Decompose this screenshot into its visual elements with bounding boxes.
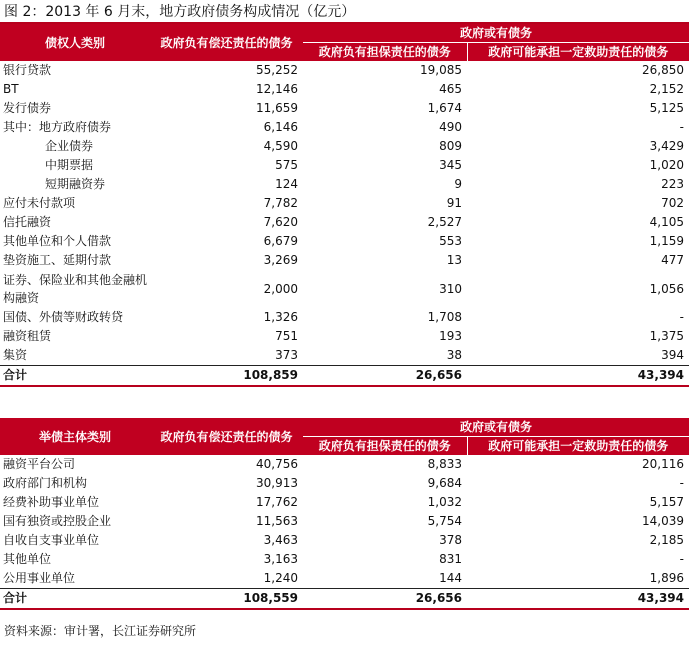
guarantee-value: 1,032	[427, 495, 462, 509]
table-row	[0, 99, 689, 118]
guarantee-value: 9	[454, 177, 462, 191]
direct-value: 3,269	[263, 253, 298, 267]
table-row	[0, 569, 689, 589]
table-row	[0, 474, 689, 493]
direct-value: 40,756	[256, 457, 298, 471]
row-label: 应付未付款项	[3, 196, 76, 210]
direct-value: 12,146	[256, 82, 298, 96]
table-row	[0, 137, 689, 156]
rescue-value: -	[679, 310, 685, 324]
table-row	[0, 118, 689, 137]
rescue-value: 1,056	[649, 281, 685, 296]
guarantee-value: 1,708	[427, 310, 462, 324]
table-row	[0, 61, 689, 80]
rescue-value: 5,157	[649, 495, 685, 509]
direct-value: 124	[275, 177, 298, 191]
guarantee-value: 38	[446, 348, 462, 362]
rescue-value: 4,105	[649, 215, 685, 229]
rescue-value: 702	[661, 196, 685, 210]
guarantee-value: 465	[439, 82, 462, 96]
guarantee-value: 91	[446, 196, 462, 210]
table-row	[0, 308, 689, 327]
rescue-value: 1,375	[649, 329, 685, 343]
rescue-debt-header: 政府可能承担一定救助责任的债务	[467, 43, 689, 62]
guarantee-debt-header: 政府负有担保责任的债务	[303, 437, 467, 456]
total-row	[0, 366, 689, 387]
row-label: 国有独资或控股企业	[3, 514, 112, 528]
guarantee-value: 13	[446, 253, 462, 267]
direct-debt-header: 政府负有偿还责任的债务	[150, 24, 303, 61]
table-row	[0, 80, 689, 99]
direct-value: 751	[275, 329, 298, 343]
row-label: 政府部门和机构	[3, 476, 88, 490]
figure-title: 图 2：2013 年 6 月末，地方政府债务构成情况（亿元）	[4, 4, 356, 20]
row-label: 其他单位和个人借款	[3, 234, 112, 248]
direct-value: 3,163	[263, 552, 298, 566]
row-label: 融资租赁	[3, 329, 52, 343]
table-row	[0, 175, 689, 194]
direct-value: 6,146	[263, 120, 298, 134]
table-row	[0, 232, 689, 251]
rescue-value: -	[679, 552, 685, 566]
borrower-type-header: 举债主体类别	[0, 418, 150, 455]
row-label: 其他单位	[3, 552, 52, 566]
table-row	[0, 194, 689, 213]
direct-value: 7,782	[263, 196, 298, 210]
table-row	[0, 531, 689, 550]
row-label: 信托融资	[3, 215, 52, 229]
rescue-debt-header: 政府可能承担一定救助责任的债务	[467, 437, 689, 456]
table-row	[0, 346, 689, 366]
row-label: 公用事业单位	[3, 571, 76, 585]
guarantee-value: 345	[439, 158, 462, 172]
rescue-value: -	[679, 120, 685, 134]
rescue-value: -	[679, 476, 685, 490]
rescue-value: 1,159	[649, 234, 685, 248]
rescue-value: 2,152	[649, 82, 685, 96]
direct-value: 4,590	[263, 139, 298, 153]
direct-value: 373	[275, 348, 298, 362]
table-row	[0, 327, 689, 346]
row-label: 垫资施工、延期付款	[3, 253, 112, 267]
guarantee-value: 378	[439, 533, 462, 547]
row-label: 集资	[3, 348, 28, 362]
guarantee-value: 2,527	[427, 215, 462, 229]
table-row	[0, 455, 689, 474]
rescue-value: 2,185	[649, 533, 685, 547]
row-label: 国债、外债等财政转贷	[3, 310, 124, 324]
rescue-value: 394	[661, 348, 685, 362]
direct-value: 7,620	[263, 215, 298, 229]
direct-value: 17,762	[256, 495, 298, 509]
guarantee-value: 5,754	[427, 514, 462, 528]
guarantee-value: 19,085	[420, 63, 462, 77]
total-guarantee-value: 26,656	[303, 589, 467, 610]
direct-value: 30,913	[256, 476, 298, 490]
table-row	[0, 270, 689, 308]
table-row	[0, 512, 689, 531]
table-row	[0, 251, 689, 270]
guarantee-value: 193	[439, 329, 462, 343]
direct-value: 6,679	[263, 234, 298, 248]
rescue-value: 477	[661, 253, 685, 267]
guarantee-debt-header: 政府负有担保责任的债务	[303, 43, 467, 62]
creditor-table	[0, 24, 689, 387]
total-label: 合计	[0, 589, 150, 610]
direct-value: 55,252	[256, 63, 298, 77]
total-rescue-value: 43,394	[467, 366, 689, 387]
contingent-debt-header: 政府或有债务	[303, 24, 689, 43]
table-row	[0, 156, 689, 175]
total-direct-value: 108,559	[150, 589, 303, 610]
rescue-value: 3,429	[649, 139, 685, 153]
row-label: 其中：地方政府债券	[3, 120, 112, 134]
guarantee-value: 1,674	[427, 101, 462, 115]
row-label: BT	[3, 82, 19, 96]
borrower-table	[0, 418, 689, 610]
contingent-debt-header: 政府或有债务	[303, 418, 689, 437]
direct-value: 1,326	[263, 310, 298, 324]
row-label: 经费补助事业单位	[3, 495, 100, 509]
creditor-type-header: 债权人类别	[0, 24, 150, 61]
row-label: 证券、保险业和其他金融机构融资	[3, 273, 148, 305]
total-row	[0, 589, 689, 610]
row-label: 自收自支事业单位	[3, 533, 100, 547]
guarantee-value: 9,684	[427, 476, 462, 490]
guarantee-value: 144	[439, 571, 462, 585]
total-guarantee-value: 26,656	[303, 366, 467, 387]
total-direct-value: 108,859	[150, 366, 303, 387]
direct-debt-header: 政府负有偿还责任的债务	[150, 418, 303, 455]
guarantee-value: 809	[439, 139, 462, 153]
rescue-value: 20,116	[642, 457, 685, 471]
guarantee-value: 831	[439, 552, 462, 566]
direct-value: 3,463	[263, 533, 298, 547]
source-note: 资料来源：审计署，长江证券研究所	[4, 624, 197, 638]
row-label: 融资平台公司	[3, 457, 76, 471]
rescue-value: 26,850	[642, 63, 685, 77]
rescue-value: 5,125	[649, 101, 685, 115]
total-rescue-value: 43,394	[467, 589, 689, 610]
direct-value: 11,659	[256, 101, 298, 115]
guarantee-value: 310	[439, 281, 462, 296]
rescue-value: 14,039	[642, 514, 685, 528]
direct-value: 575	[275, 158, 298, 172]
table-row	[0, 550, 689, 569]
direct-value: 2,000	[263, 281, 298, 296]
total-label: 合计	[0, 366, 150, 387]
table-row	[0, 493, 689, 512]
row-label: 短期融资券	[45, 177, 106, 191]
rescue-value: 1,896	[649, 571, 685, 585]
row-label: 银行贷款	[3, 63, 52, 77]
table-row	[0, 213, 689, 232]
row-label: 企业债券	[45, 139, 94, 153]
direct-value: 1,240	[263, 571, 298, 585]
guarantee-value: 553	[439, 234, 462, 248]
row-label: 中期票据	[45, 158, 94, 172]
row-label: 发行债券	[3, 101, 52, 115]
guarantee-value: 8,833	[427, 457, 462, 471]
rescue-value: 1,020	[649, 158, 685, 172]
rescue-value: 223	[661, 177, 685, 191]
direct-value: 11,563	[256, 514, 298, 528]
guarantee-value: 490	[439, 120, 462, 134]
